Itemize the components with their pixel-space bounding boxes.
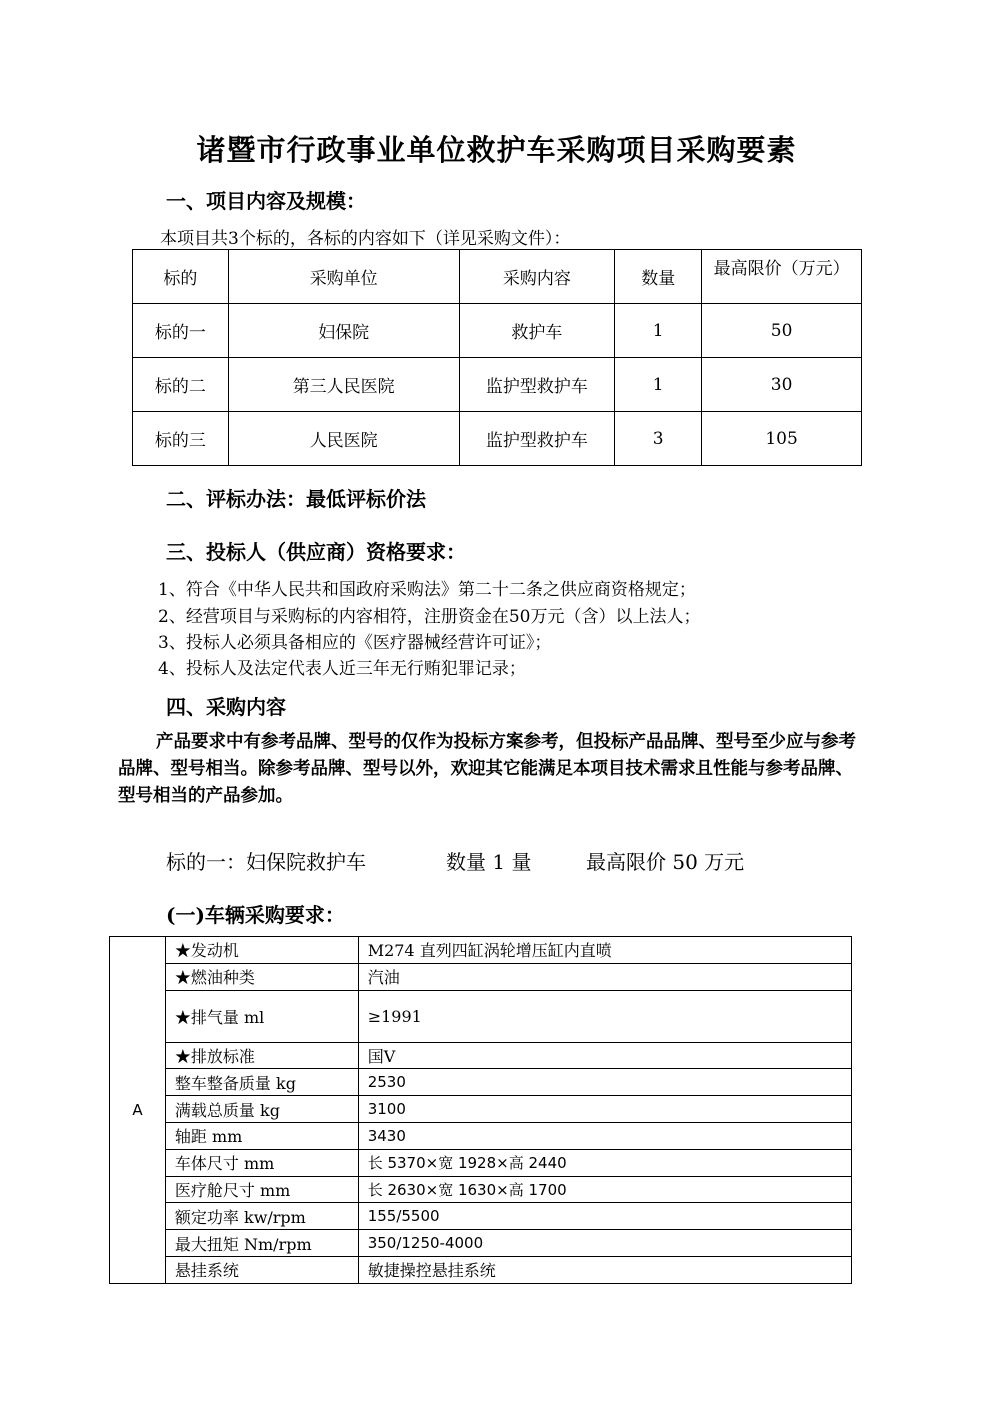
spec-group-cell: A [110, 937, 166, 1284]
spec-value: ≥1991 [358, 990, 851, 1042]
lot-1-price: 最高限价 50 万元 [586, 850, 745, 874]
spec-label: ★燃油种类 [165, 963, 358, 990]
spec-label: 悬挂系统 [165, 1256, 358, 1283]
header-cell: 最高限价（万元） [702, 250, 862, 304]
lot-1-quantity: 数量 1 量 [446, 850, 532, 874]
document-title: 诸暨市行政事业单位救护车采购项目采购要素 [196, 133, 797, 167]
section-2-heading [166, 483, 426, 512]
table-cell: 1 [615, 304, 702, 358]
section-4-paragraph [118, 729, 864, 810]
table-row [110, 1069, 852, 1096]
table-row [110, 1176, 852, 1203]
requirement-item: 1、符合《中华人民共和国政府采购法》第二十二条之供应商资格规定； [158, 580, 696, 600]
spec-value: M274 直列四缸涡轮增压缸内直喷 [358, 937, 851, 964]
section-1-heading: 一、项目内容及规模： [166, 189, 366, 213]
header-cell: 采购内容 [459, 250, 615, 304]
table-cell: 监护型救护车 [459, 358, 615, 412]
table-row [110, 1149, 852, 1176]
table-cell: 标的三 [133, 412, 229, 466]
spec-value: 汽油 [358, 963, 851, 990]
table-row [110, 1203, 852, 1230]
table-cell: 3 [615, 412, 702, 466]
spec-value: 2530 [358, 1069, 851, 1096]
spec-value: 长 2630×宽 1630×高 1700 [358, 1176, 851, 1203]
section-4-paragraph-text: 产品要求中有参考品牌、型号的仅作为投标方案参考，但投标产品品牌、型号至少应与参考品牌、型号相当。除参考品牌、型号以外，欢迎其它能满足本项目技术需求且性能与参考品牌、型号相当的产品参加。 [118, 732, 856, 806]
table-row [110, 1256, 852, 1283]
spec-label: 医疗舱尺寸 mm [165, 1176, 358, 1203]
table-row [110, 990, 852, 1042]
spec-label: ★发动机 [165, 937, 358, 964]
spec-label: 轴距 mm [165, 1122, 358, 1149]
table-cell: 人民医院 [228, 412, 459, 466]
table-cell: 30 [702, 358, 862, 412]
section-2-text: 二、评标办法：最低评标价法 [166, 487, 426, 511]
spec-value: 350/1250-4000 [358, 1230, 851, 1257]
requirement-item: 4、投标人及法定代表人近三年无行贿犯罪记录； [158, 659, 526, 679]
spec-value: 3100 [358, 1096, 851, 1123]
table-cell: 105 [702, 412, 862, 466]
spec-label: 满载总质量 kg [165, 1096, 358, 1123]
spec-label: ★排气量 ml [165, 990, 358, 1042]
table-cell: 第三人民医院 [228, 358, 459, 412]
spec-value: 155/5500 [358, 1203, 851, 1230]
header-cell: 标的 [133, 250, 229, 304]
spec-value: 敏捷操控悬挂系统 [358, 1256, 851, 1283]
vehicle-requirements-heading: (一)车辆采购要求： [166, 903, 345, 927]
table-row [110, 1230, 852, 1257]
header-cell: 数量 [615, 250, 702, 304]
section-4-heading: 四、采购内容 [166, 695, 286, 719]
table-row [110, 1122, 852, 1149]
table-cell: 妇保院 [228, 304, 459, 358]
table-row [110, 937, 852, 964]
requirement-item: 3、投标人必须具备相应的《医疗器械经营许可证》； [158, 633, 552, 653]
table-cell: 救护车 [459, 304, 615, 358]
spec-label: 最大扭矩 Nm/rpm [165, 1230, 358, 1257]
vehicle-spec-table [109, 936, 852, 1284]
spec-value: 国Ⅴ [358, 1042, 851, 1069]
table-row [110, 963, 852, 990]
lots-table [132, 249, 862, 466]
header-cell: 采购单位 [228, 250, 459, 304]
table-cell: 标的一 [133, 304, 229, 358]
spec-label: 车体尺寸 mm [165, 1149, 358, 1176]
section-3-heading: 三、投标人（供应商）资格要求： [166, 540, 466, 564]
table-row [133, 358, 862, 412]
table-row [133, 304, 862, 358]
spec-value: 3430 [358, 1122, 851, 1149]
table-row [133, 412, 862, 466]
spec-label: 额定功率 kw/rpm [165, 1203, 358, 1230]
lots-table-header-row [133, 250, 862, 304]
table-row [110, 1096, 852, 1123]
table-cell: 标的二 [133, 358, 229, 412]
spec-value: 长 5370×宽 1928×高 2440 [358, 1149, 851, 1176]
table-row [110, 1042, 852, 1069]
spec-label: 整车整备质量 kg [165, 1069, 358, 1096]
table-cell: 50 [702, 304, 862, 358]
spec-label: ★排放标准 [165, 1042, 358, 1069]
section-1-intro: 本项目共3个标的，各标的内容如下（详见采购文件）： [160, 229, 571, 249]
table-cell: 1 [615, 358, 702, 412]
requirement-item: 2、经营项目与采购标的内容相符，注册资金在50万元（含）以上法人； [158, 607, 701, 627]
lot-1-name: 标的一：妇保院救护车 [166, 850, 366, 874]
table-cell: 监护型救护车 [459, 412, 615, 466]
